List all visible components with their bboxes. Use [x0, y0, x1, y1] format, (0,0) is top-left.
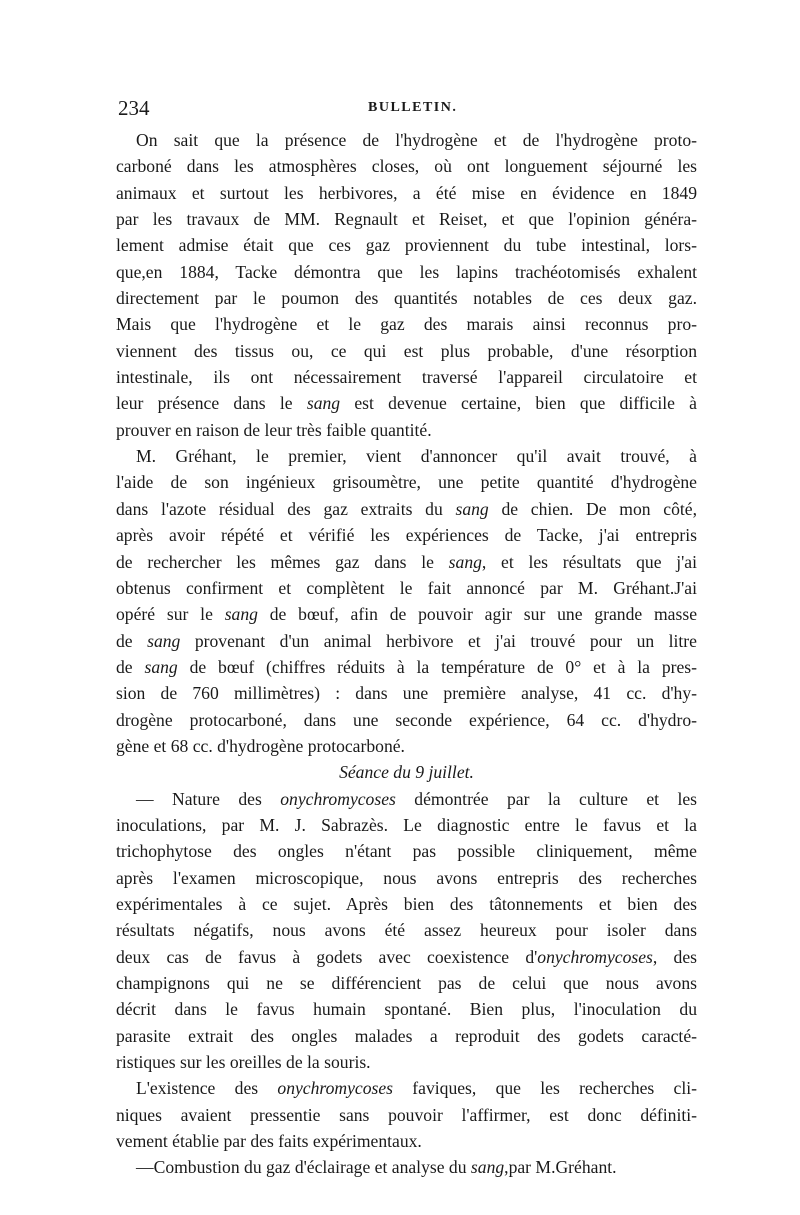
italic-term: sang — [224, 604, 258, 625]
paragraph-2-line: obtenus confirment et complètent le fait annoncé par M. Gréhant.J'ai — [116, 577, 697, 598]
italic-term: sang — [448, 551, 482, 572]
body-text — [116, 127, 697, 1181]
paragraph-5-line: —Combustion du gaz d'éclairage et analyse du sang,par M.Gréhant. — [136, 1157, 617, 1178]
page-number: 234 — [118, 96, 150, 120]
paragraph-2-line: M. Gréhant, le premier, vient d'annoncer qu'il avait trouvé, à — [136, 446, 697, 467]
page-header — [118, 96, 698, 124]
paragraph-1-line: On sait que la présence de l'hydrogène et de l'hydrogène proto- — [136, 130, 697, 150]
paragraph-2-line: l'aide de son ingénieux grisoumètre, une petite quantité d'hydrogène — [116, 472, 697, 493]
paragraph-2-line: sion de 760 millimètres) : dans une première analyse, 41 cc. d'hy- — [116, 683, 697, 704]
paragraph-1-line: par les travaux de MM. Regnault et Reiset, et que l'opinion généra- — [116, 209, 697, 230]
paragraph-3-line: — Nature des onychromycoses démontrée par la culture et les — [136, 788, 697, 809]
paragraph-3-line: résultats négatifs, nous avons été assez heureux pour isoler dans — [116, 920, 697, 941]
paragraph-4-line: vement établie par des faits expérimentaux. — [116, 1131, 422, 1152]
italic-term: onychromycoses — [537, 946, 653, 967]
paragraph-1-line: que,en 1884, Tacke démontra que les lapins trachéotomisés exhalent — [116, 261, 697, 282]
paragraph-3-line: décrit dans le favus humain spontané. Bien plus, l'inoculation du — [116, 999, 697, 1020]
paragraph-4-line: niques avaient pressentie sans pouvoir l'affirmer, est donc définiti- — [116, 1104, 697, 1125]
paragraph-2-line: opéré sur le sang de bœuf, afin de pouvoir agir sur une grande masse — [116, 604, 697, 625]
paragraph-1-line: intestinale, ils ont nécessairement traversé l'appareil circulatoire et — [116, 367, 697, 388]
paragraph-3-line: trichophytose des ongles n'étant pas possible cliniquement, même — [116, 841, 697, 862]
paragraph-2-line: de sang de bœuf (chiffres réduits à la température de 0° et à la pres- — [116, 656, 698, 677]
paragraph-3-line: après l'examen microscopique, nous avons entrepris des recherches — [116, 867, 697, 888]
paragraph-2-line: dans l'azote résidual des gaz extraits du sang de chien. De mon côté, — [116, 498, 697, 519]
paragraph-4-line: L'existence des onychromycoses faviques, que les recherches cli- — [136, 1078, 697, 1099]
italic-term: sang — [455, 498, 489, 519]
paragraph-1-line: prouver en raison de leur très faible quantité. — [116, 419, 432, 440]
paragraph-1-line: viennent des tissus ou, ce qui est plus probable, d'une résorption — [116, 340, 697, 361]
italic-term: sang — [470, 1157, 505, 1178]
italic-term: sang — [147, 630, 181, 651]
paragraph-1-line: animaux et surtout les herbivores, a été mise en évidence en 1849 — [116, 182, 697, 203]
paragraph-1-line: leur présence dans le sang est devenue certaine, bien que difficile à — [116, 393, 697, 414]
running-head: BULLETIN. — [368, 100, 458, 115]
paragraph-2-line: drogène protocarboné, dans une seconde expérience, 64 cc. d'hydro- — [116, 709, 697, 730]
paragraph-1-line: directement par le poumon des quantités notables de ces deux gaz. — [116, 288, 697, 309]
italic-term: onychromycoses — [280, 788, 396, 809]
paragraph-3-line: champignons qui ne se différencient pas de celui que nous avons — [116, 973, 697, 993]
italic-term: sang — [306, 393, 341, 414]
paragraph-1-line: lement admise était que ces gaz proviennent du tube intestinal, lors- — [116, 235, 697, 256]
paragraph-3-line: ristiques sur les oreilles de la souris. — [116, 1052, 371, 1073]
paragraph-3-line: inoculations, par M. J. Sabrazès. Le diagnostic entre le favus et la — [116, 814, 697, 835]
paragraph-3-line: parasite extrait des ongles malades a reproduit des godets caracté- — [116, 1025, 697, 1046]
paragraph-3-line: deux cas de favus à godets avec coexistence d'onychromycoses, des — [116, 946, 697, 967]
paragraph-1-line: carboné dans les atmosphères closes, où ont longuement séjourné les — [116, 156, 697, 177]
paragraph-1-line: Mais que l'hydrogène et le gaz des marais ainsi reconnus pro- — [116, 314, 697, 335]
paragraph-2-line: gène et 68 cc. d'hydrogène protocarboné. — [116, 735, 405, 756]
paragraph-3-line: expérimentales à ce sujet. Après bien des tâtonnements et bien des — [116, 893, 697, 914]
paragraph-2-line: après avoir répété et vérifié les expériences de Tacke, j'ai entrepris — [116, 525, 697, 546]
italic-term: sang — [144, 656, 178, 677]
italic-term: onychromycoses — [277, 1078, 394, 1099]
paragraph-2-line: de sang provenant d'un animal herbivore et j'ai trouvé pour un litre — [116, 630, 697, 651]
paragraph-2-line: de rechercher les mêmes gaz dans le sang, et les résultats que j'ai — [116, 551, 697, 572]
section-heading: Séance du 9 juillet. — [339, 762, 474, 783]
